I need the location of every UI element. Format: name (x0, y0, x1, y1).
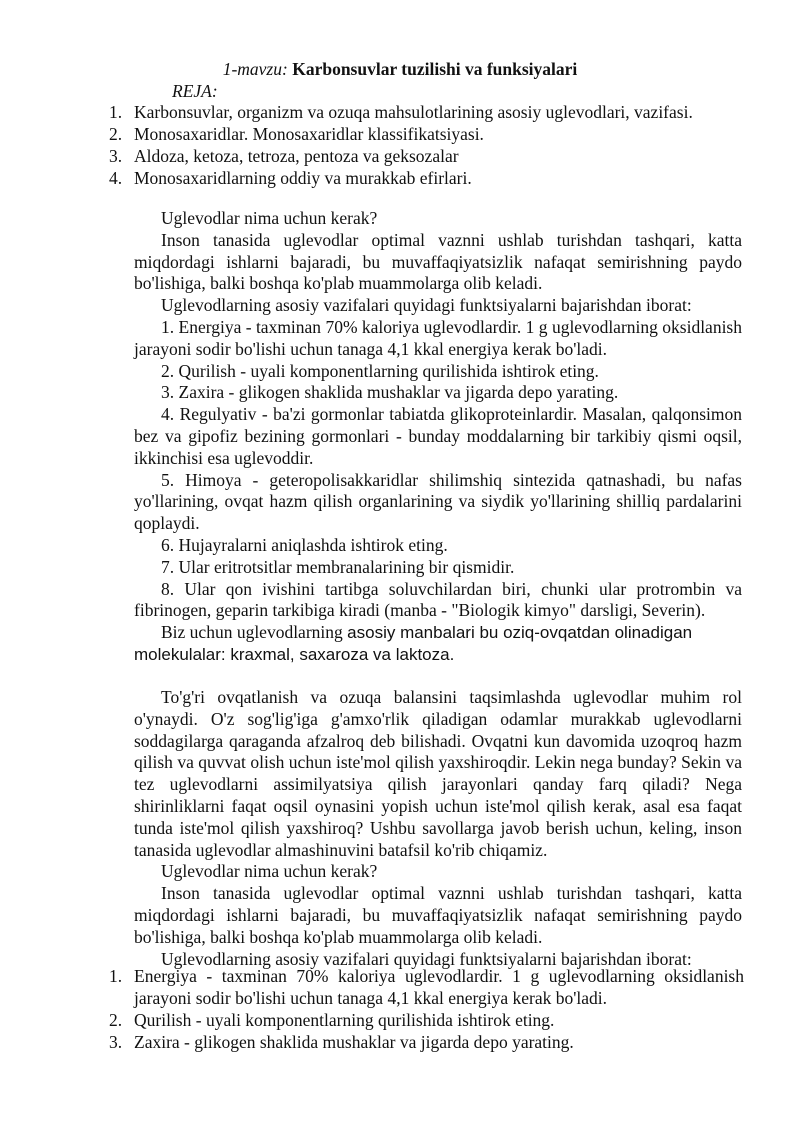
plan-item: 2. Monosaxaridlar. Monosaxaridlar klassifikatsiyasi. (109, 124, 484, 144)
plan-item: 1. Karbonsuvlar, organizm va ozuqa mahsulotlarining asosiy uglevodlari, vazifasi. (109, 102, 693, 122)
function-item: 4. Regulyativ - ba'zi gormonlar tabiatda glikoproteinlardir. Masalan, qalqonsimon bez va gipofiz bezining gormonlari - bunday moddalarning bir tarkibiy qismi oqsil, ikkinchisi esa uglevoddir. (134, 404, 742, 468)
function-item: 5. Himoya - geteropolisakkaridlar shilimshiq sintezida qatnashadi, bu nafas yo'llarining, ovqat hazm qilish organlarining va siydik yo'llarining shilliq pardalarini qoplaydi. (134, 469, 742, 534)
function-item: 1. Energiya - taxminan 70% kaloriya uglevodlardir. 1 g uglevodlarning oksidlanish jarayoni sodir bo'lishi uchun tanaga 4,1 kkal energiya kerak bo'ladi. (134, 316, 742, 359)
function-list (109, 965, 744, 1053)
title-main: Karbonsuvlar tuzilishi va funksiyalari (292, 59, 578, 79)
page-title (0, 57, 800, 81)
paragraph: Inson tanasida uglevodlar optimal vaznni ushlab turishdan tashqari, katta miqdordagi ishlarni bajaradi, bu muvaffaqiyatsizlik nafaqat semirishning paydo bo'lishiga, balki boshqa ko'plab muammolarga olib keladi. (134, 229, 742, 294)
function-list-item: 1. Energiya - taxminan 70% kaloriya uglevodlardir. 1 g uglevodlarning oksidlanish jarayoni sodir bo'lishi uchun tanaga 4,1 kkal energiya kerak bo'ladi. (109, 966, 744, 1008)
plan-label: REJA: (172, 81, 218, 101)
section-1 (134, 208, 742, 666)
function-list-item: 3. Zaxira - glikogen shaklida mushaklar va jigarda depo yarating. (109, 1032, 574, 1052)
function-item: 7. Ular eritrotsitlar membranalarining bir qismidir. (161, 556, 515, 577)
paragraph: Inson tanasida uglevodlar optimal vaznni ushlab turishdan tashqari, katta miqdordagi ishlarni bajaradi, bu muvaffaqiyatsizlik nafaqat semirishning paydo bo'lishiga, balki boshqa ko'plab muammolarga olib keladi. (134, 883, 742, 947)
paragraph (134, 622, 742, 666)
plan-item: 3. Aldoza, ketoza, tetroza, pentoza va geksozalar (109, 146, 459, 166)
sources-text-sans: asosiy manbalari bu oziq-ovqatdan olinadigan molekulalar: kraxmal, saxaroza va laktoza. (134, 623, 693, 664)
paragraph: Uglevodlarning asosiy vazifalari quyidagi funktsiyalarni bajarishdan iborat: (161, 295, 692, 316)
function-item: 3. Zaxira - glikogen shaklida mushaklar va jigarda depo yarating. (161, 382, 619, 403)
function-item: 8. Ular qon ivishini tartibga soluvchilardan biri, chunki ular protrombin va fibrinogen, geparin tarkibiga kiradi (manba - "Biologik kimyo" darsligi, Severin). (134, 578, 742, 621)
function-item: 6. Hujayralarni aniqlashda ishtirok eting. (161, 534, 448, 555)
function-item: 2. Qurilish - uyali komponentlarning qurilishida ishtirok eting. (161, 360, 599, 381)
title-prefix: 1-mavzu: (222, 59, 288, 79)
plan-item: 4. Monosaxaridlarning oddiy va murakkab efirlari. (109, 168, 472, 188)
section-question: Uglevodlar nima uchun kerak? (161, 861, 378, 882)
function-list-item: 2. Qurilish - uyali komponentlarning qurilishida ishtirok eting. (109, 1010, 555, 1030)
paragraph: Uglevodlarning asosiy vazifalari quyidagi funktsiyalarni bajarishdan iborat: (161, 948, 692, 969)
paragraph: To'g'ri ovqatlanish va ozuqa balansini taqsimlashda uglevodlar muhim rol o'ynaydi. O'z sog'lig'iga g'amxo'rlik qiladigan odamlar murakkab uglevodlarni soddagilarga qaraganda afzalroq deb bilishadi. Ovqatni kun davomida uzoqroq hazm qilish va quvvat olish uchun iste'mol qilish yaxshiroqdir. Lekin nega bunday? Sekin va tez uglevodlarni assimilyatsiya qilish jarayonlari qanday farq qiladi? Nega shirinliklarni faqat oqsil oynasini yopish uchun iste'mol qilish kerak, asal esa faqat tunda iste'mol qilish yaxshiroq? Ushbu savollarga javob berish uchun, keling, inson tanasida uglevodlar almashinuvini batafsil ko'rib chiqamiz. (134, 687, 742, 860)
sources-text-serif: Biz uchun uglevodlarning (161, 622, 343, 643)
plan-list (109, 101, 749, 189)
section-question: Uglevodlar nima uchun kerak? (161, 208, 378, 228)
section-2 (134, 687, 742, 970)
